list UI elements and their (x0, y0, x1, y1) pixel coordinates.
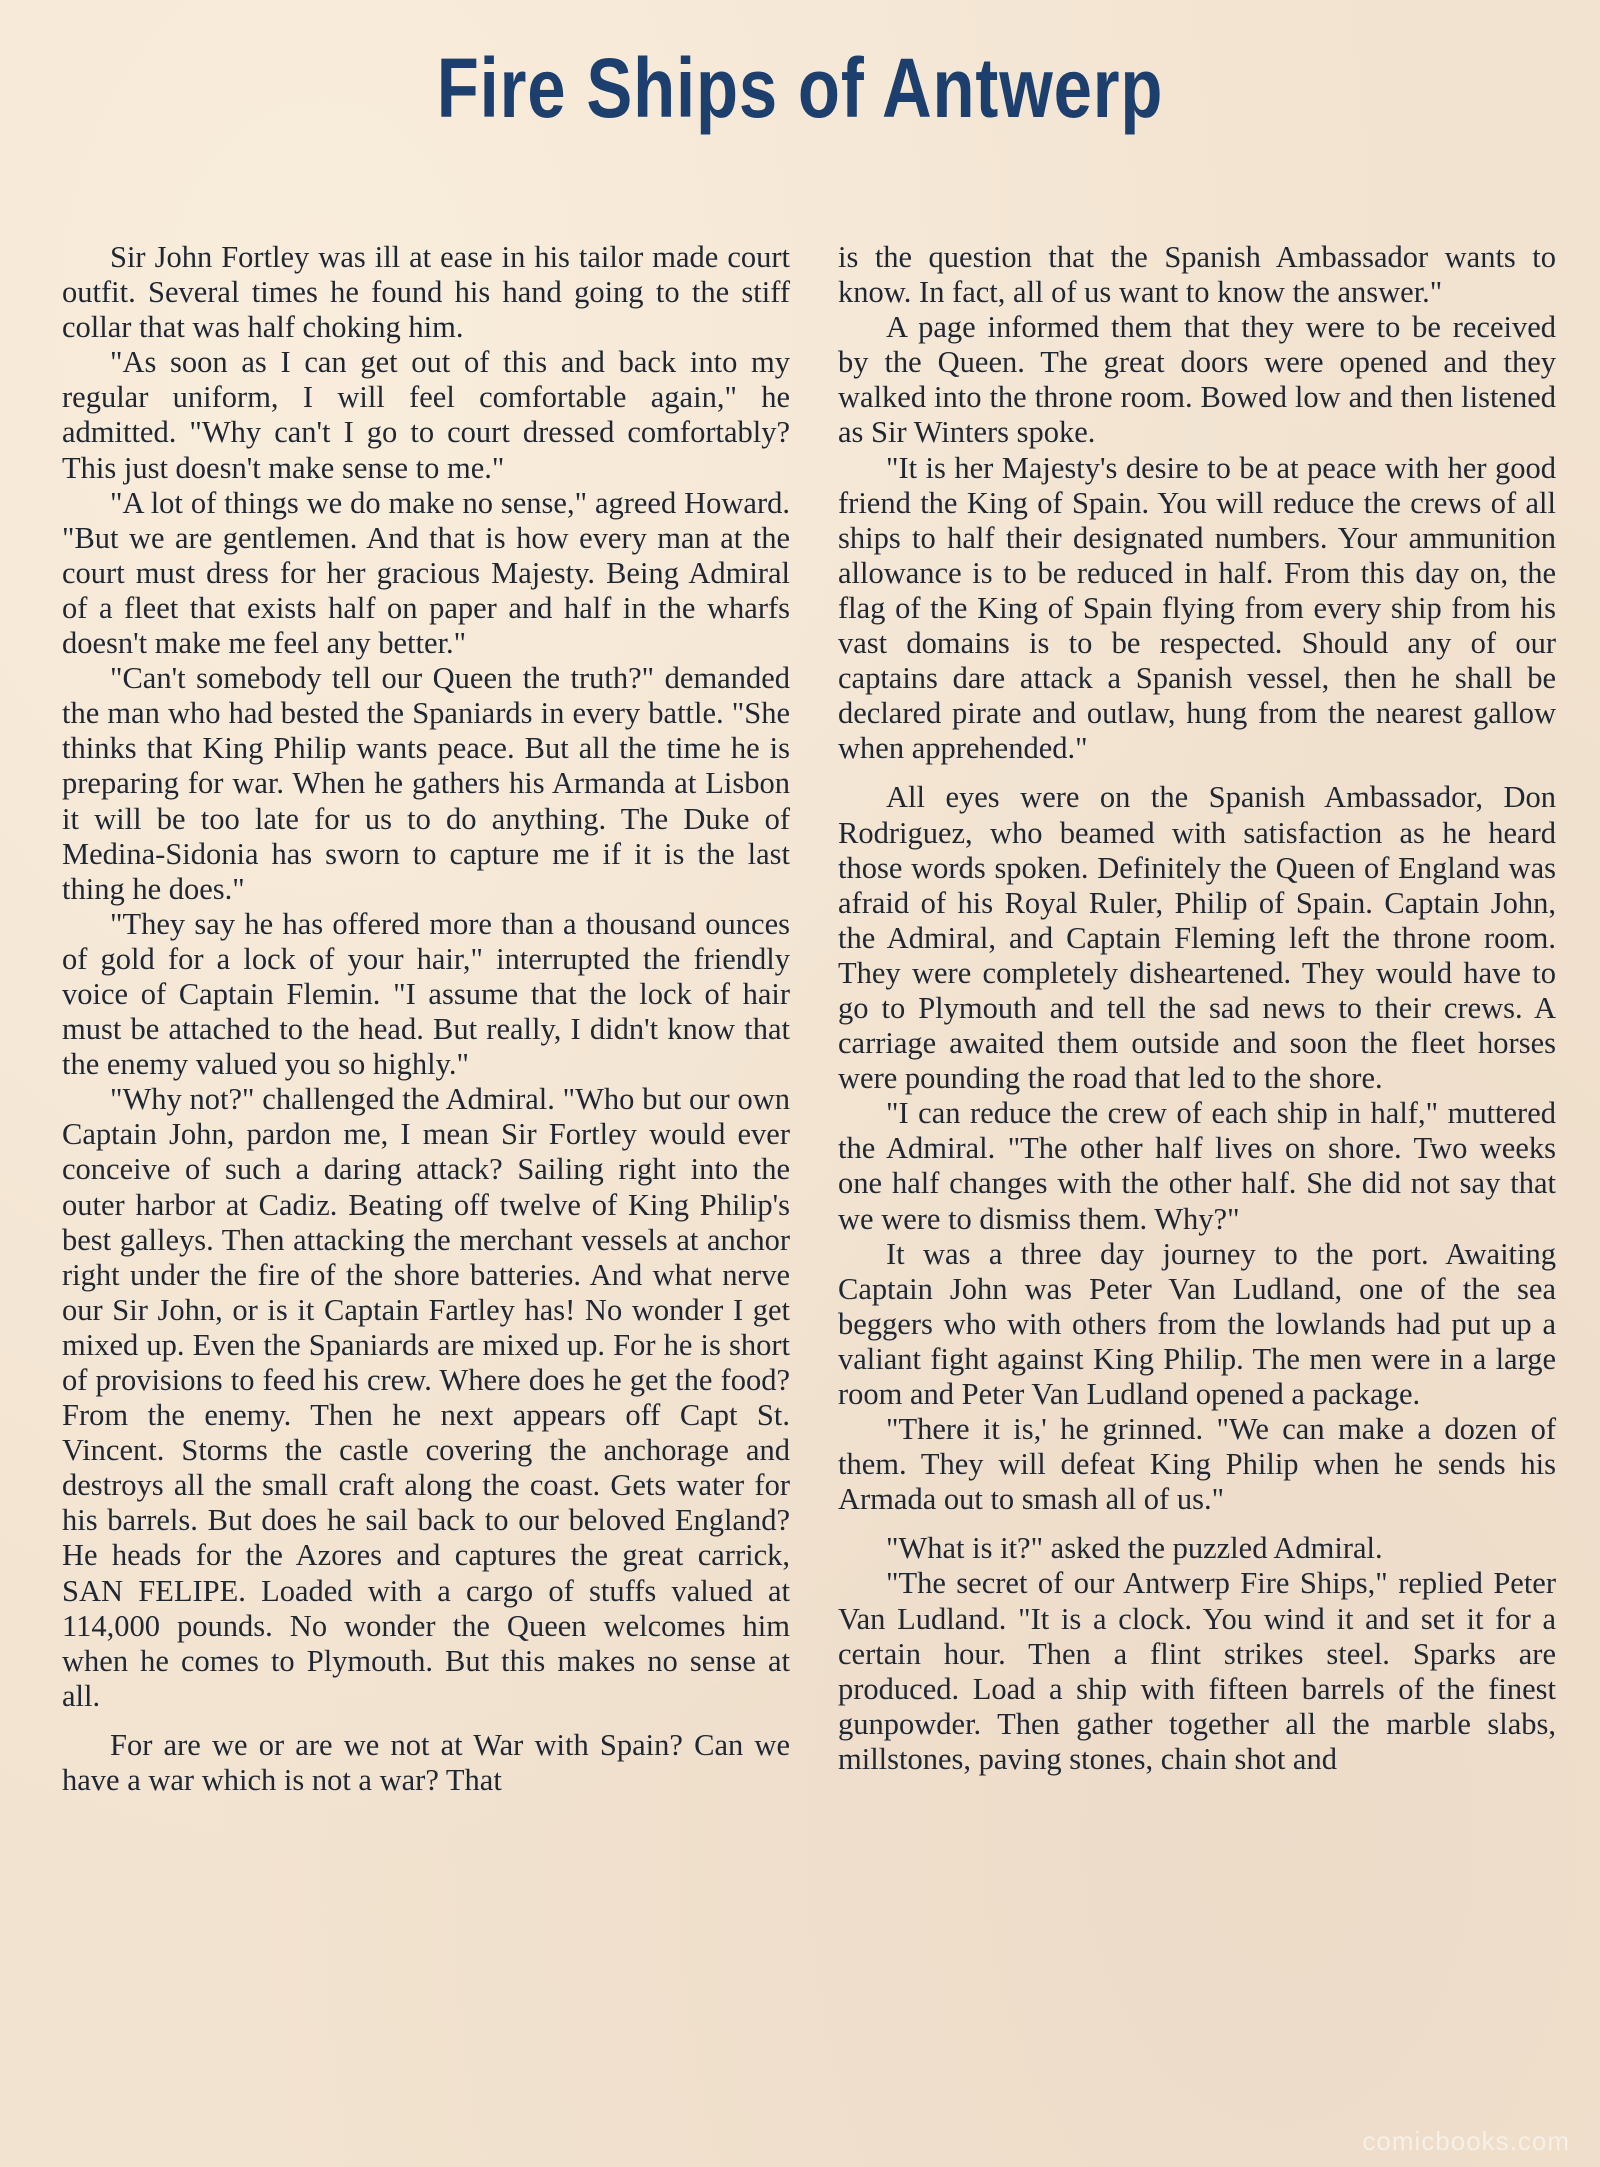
paragraph: "Can't somebody tell our Queen the truth?" demanded the man who had bested the Spaniards in every battle. "She thinks that King Philip wants peace. But all the time he is preparing for war. When he gathers his Armanda at Lisbon it will be too late for us to do anything. The Duke of Medina-Sidonia has sworn to capture me if it is the last thing he does." (62, 661, 790, 906)
paragraph: All eyes were on the Spanish Ambassador, Don Rodriguez, who beamed with satisfaction as he heard those words spoken. Definitely the Queen of England was afraid of his Royal Ruler, Philip of Spain. Captain John, the Admiral, and Captain Fleming left the throne room. They were completely disheartened. They would have to go to Plymouth and tell the sad news to their crews. A carriage awaited them outside and soon the fleet horses were pounding the road that led to the shore. (838, 780, 1556, 1096)
paragraph: "Why not?" challenged the Admiral. "Who but our own Captain John, pardon me, I mean Sir Fortley would ever conceive of such a daring attack? Sailing right into the outer harbor at Cadiz. Beating off twelve of King Philip's best galleys. Then attacking the merchant vessels at anchor right under the fire of the shore batteries. And what nerve our Sir John, or is it Captain Fartley has! No wonder I get mixed up. Even the Spaniards are mixed up. For he is short of provisions to feed his crew. Where does he get the food? From the enemy. Then he next appears off Capt St. Vincent. Storms the castle covering the anchorage and destroys all the small craft along the coast. Gets water for his barrels. But does he sail back to our beloved England? He heads for the Azores and captures the great carrick, SAN FELIPE. Loaded with a cargo of stuffs valued at 114,000 pounds. No wonder the Queen welcomes him when he comes to Plymouth. But this makes no sense at all. (62, 1082, 790, 1713)
paragraph: is the question that the Spanish Ambassador wants to know. In fact, all of us want to know the answer." (838, 240, 1556, 310)
paragraph: A page informed them that they were to be received by the Queen. The great doors were opened and they walked into the throne room. Bowed low and then listened as Sir Winters spoke. (838, 310, 1556, 450)
left-column (62, 240, 790, 1798)
paragraph: "As soon as I can get out of this and back into my regular uniform, I will feel comfortable again," he admitted. "Why can't I go to court dressed comfortably? This just doesn't make sense to me." (62, 345, 790, 485)
right-column (838, 240, 1556, 1777)
paragraph: "There it is,' he grinned. "We can make a dozen of them. They will defeat King Philip when he sends his Armada out to smash all of us." (838, 1412, 1556, 1517)
paragraph: "They say he has offered more than a thousand ounces of gold for a lock of your hair," interrupted the friendly voice of Captain Flemin. "I assume that the lock of hair must be attached to the head. But really, I didn't know that the enemy valued you so highly." (62, 906, 790, 1082)
watermark: comicbooks.com (1362, 2126, 1570, 2156)
paragraph: Sir John Fortley was ill at ease in his tailor made court outfit. Several times he found his hand going to the stiff collar that was half choking him. (62, 240, 790, 345)
article-title: Fire Ships of Antwerp (436, 41, 1164, 135)
paragraph: "A lot of things we do make no sense," agreed Howard. "But we are gentlemen. And that is how every man at the court must dress for her gracious Majesty. Being Admiral of a fleet that exists half on paper and half in the wharfs doesn't make me feel any better." (62, 485, 790, 661)
paragraph: For are we or are we not at War with Spain? Can we have a war which is not a war? That (62, 1727, 790, 1798)
paragraph: "It is her Majesty's desire to be at peace with her good friend the King of Spain. You will reduce the crews of all ships to half their designated numbers. Your ammunition allowance is to be reduced in half. From this day on, the flag of the King of Spain flying from every ship from his vast domains is to be respected. Should any of our captains dare attack a Spanish vessel, then he shall be declared pirate and outlaw, hung from the nearest gallow when apprehended." (838, 450, 1556, 766)
paragraph: "The secret of our Antwerp Fire Ships," replied Peter Van Ludland. "It is a clock. You wind it and set it for a certain hour. Then a flint strikes steel. Sparks are produced. Load a ship with fifteen barrels of the finest gunpowder. Then gather together all the marble slabs, millstones, paving stones, chain shot and (838, 1566, 1556, 1776)
paragraph: It was a three day journey to the port. Awaiting Captain John was Peter Van Ludland, one of the sea beggers who with others from the lowlands had put up a valiant fight against King Philip. The men were in a large room and Peter Van Ludland opened a package. (838, 1236, 1556, 1411)
paragraph: "I can reduce the crew of each ship in half," muttered the Admiral. "The other half lives on shore. Two weeks one half changes with the other half. She did not say that we were to dismiss them. Why?" (838, 1096, 1556, 1236)
paragraph: "What is it?" asked the puzzled Admiral. (886, 1531, 1383, 1566)
